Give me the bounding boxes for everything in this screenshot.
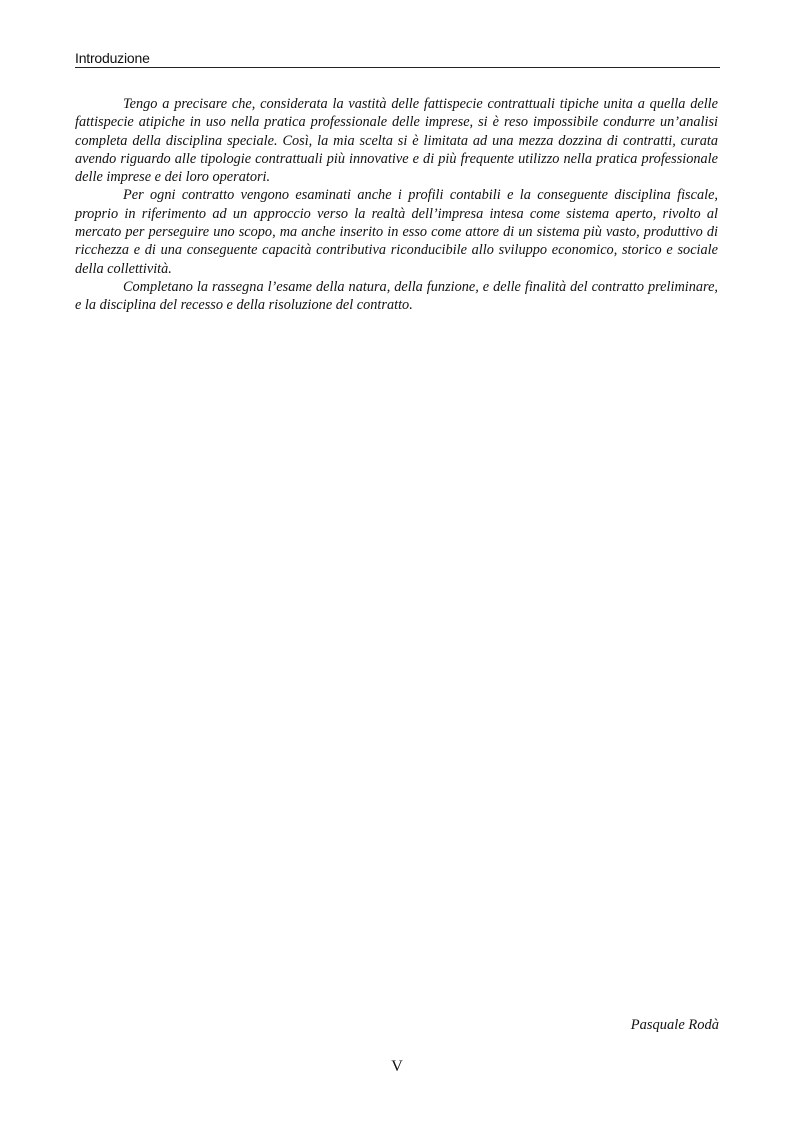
paragraph-1: Tengo a precisare che, considerata la vastità delle fattispecie contrattuali tipiche unita a quella delle fattispecie atipiche in uso nella pratica professionale delle imprese, si è reso impossibile condurre un’analisi completa della disciplina speciale. Così, la mia scelta si è limitata ad una mezza dozzina di contratti, curata avendo riguardo alle tipologie contrattuali più innovative e di più frequente utilizzo nella pratica professionale delle imprese e dei loro operatori. [75, 96, 718, 186]
paragraph-2: Per ogni contratto vengono esaminati anche i profili contabili e la conseguente disciplina fiscale, proprio in riferimento ad un approccio verso la realtà dell’impresa intesa come sistema aperto, rivolto al mercato per perseguire uno scopo, ma anche inserito in esso come attore di un sistema più vasto, produttivo di ricchezza e di una conseguente capacità contributiva riconducibile allo sviluppo economico, storico e sociale della collettività. [75, 187, 718, 277]
body-text [75, 95, 718, 315]
author-signature: Pasquale Rodà [630, 1017, 719, 1033]
page-number: V [391, 1058, 403, 1075]
paragraph-3: Completano la rassegna l’esame della natura, della funzione, e delle finalità del contratto preliminare, e la disciplina del recesso e della risoluzione del contratto. [75, 278, 718, 314]
header-title: Introduzione [75, 50, 150, 66]
page-header [75, 49, 720, 68]
